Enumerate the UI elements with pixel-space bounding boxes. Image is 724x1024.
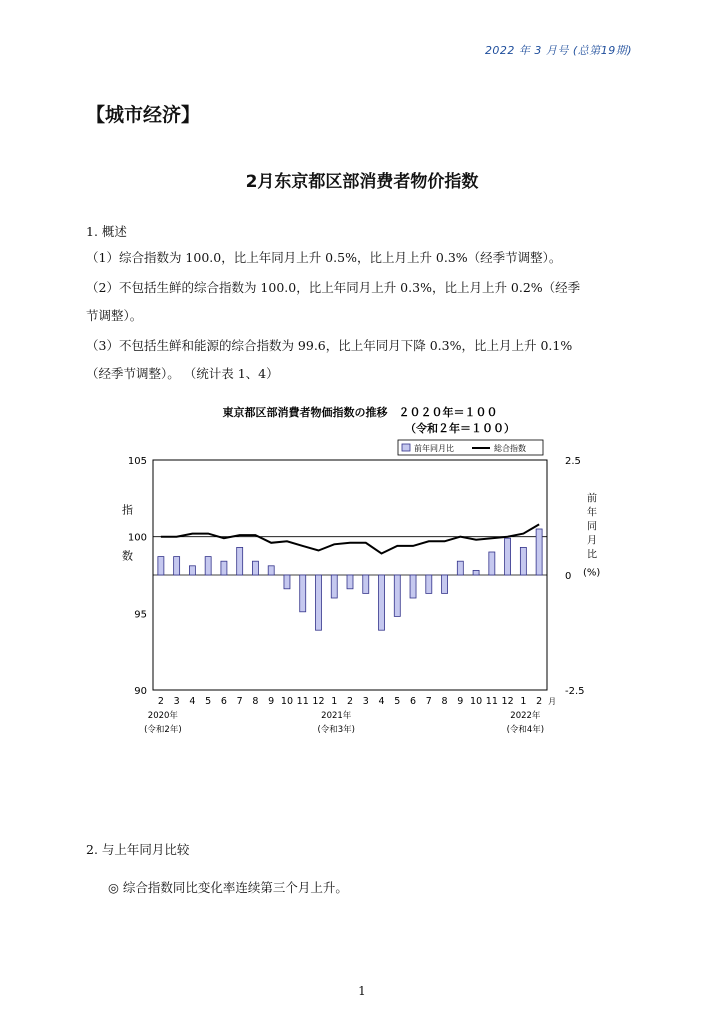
overview-line-4: （3）不包括生鲜和能源的综合指数为 99.6，比上年同月下降 0.3%，比上月上升 0.1%: [86, 338, 573, 353]
right-axis-label-char: 前: [587, 493, 597, 505]
comparison-line: [108, 878, 348, 896]
bar-yoy: [426, 575, 432, 593]
bar-yoy: [520, 547, 526, 575]
left-axis-label-char: 数: [122, 549, 133, 563]
bar-yoy: [158, 557, 164, 575]
cpi-chart: [120, 400, 600, 750]
bar-yoy: [237, 547, 243, 575]
page-title: 2月东京都区部消费者物价指数: [245, 172, 479, 192]
bar-yoy: [189, 566, 195, 575]
x-tick-label: 3: [173, 696, 180, 707]
x-tick-label: 2: [157, 696, 164, 707]
bar-yoy: [410, 575, 416, 598]
bar-yoy: [442, 575, 448, 593]
overview-heading: 1. 概述: [86, 224, 127, 239]
bullet-icon: ◎: [108, 880, 119, 895]
x-tick-label: 1: [520, 696, 527, 707]
x-tick-label: 4: [189, 696, 196, 707]
bar-yoy: [473, 570, 479, 575]
x-tick-label: 7: [236, 696, 243, 707]
bar-yoy: [457, 561, 463, 575]
x-tick-label: 8: [252, 696, 259, 707]
x-tick-label: 7: [425, 696, 432, 707]
bar-yoy: [268, 566, 274, 575]
x-tick-label: 5: [394, 696, 401, 707]
right-axis-label-char: 年: [587, 507, 597, 519]
left-tick-label: 100: [127, 532, 147, 544]
x-tick-label: 6: [220, 696, 227, 707]
x-tick-label: 9: [457, 696, 464, 707]
x-tick-label: 3: [362, 696, 369, 707]
x-tick-label: 12: [312, 696, 325, 707]
x-tick-label: 1: [331, 696, 338, 707]
year-label: 2022年: [510, 711, 541, 721]
x-tick-label: 12: [501, 696, 514, 707]
x-tick-label: 11: [485, 696, 498, 707]
bar-yoy: [536, 529, 542, 575]
overview-line-5: （经季节调整）。 （统计表 1、4）: [86, 366, 279, 381]
bar-yoy: [315, 575, 321, 630]
section-title: 【城市经济】: [86, 104, 201, 126]
bar-yoy: [505, 538, 511, 575]
bar-yoy: [252, 561, 258, 575]
bar-yoy: [221, 561, 227, 575]
x-tick-label: 9: [268, 696, 275, 707]
era-label: (令和4年): [506, 725, 545, 735]
x-tick-label: 10: [280, 696, 294, 707]
x-tick-label: 2: [346, 696, 354, 707]
line-composite-index: [161, 524, 539, 553]
x-tick-label: 11: [296, 696, 309, 707]
legend-line-label: 総合指数: [494, 444, 526, 453]
right-axis-label-unit: (%): [583, 567, 600, 579]
x-tick-label: 10: [470, 696, 483, 707]
bar-yoy: [174, 557, 180, 575]
legend-bar-label: 前年同月比: [414, 444, 454, 453]
chart-subtitle: （令和２年＝１００）: [405, 422, 515, 435]
bar-yoy: [300, 575, 306, 612]
bar-yoy: [363, 575, 369, 593]
bar-yoy: [205, 557, 211, 575]
overview-line-3: 节调整）。: [86, 308, 143, 323]
era-label: (令和3年): [317, 725, 356, 735]
left-tick-label: 95: [134, 609, 147, 621]
year-label: 2021年: [321, 711, 352, 721]
right-axis-label-char: 月: [587, 535, 597, 547]
bar-yoy: [284, 575, 290, 589]
overview-line-2: （2）不包括生鲜的综合指数为 100.0，比上年同月上升 0.3%，比上月上升 0.2%（经季: [86, 280, 581, 295]
x-tick-label: 4: [378, 696, 385, 707]
comparison-heading: 2. 与上年同月比较: [86, 842, 190, 857]
comparison-text: 综合指数同比变化率连续第三个月上升。: [122, 880, 348, 895]
x-unit-label: 月: [548, 697, 557, 706]
left-tick-label: 90: [134, 686, 147, 697]
x-tick-label: 2: [536, 696, 543, 707]
bar-yoy: [394, 575, 400, 616]
x-tick-label: 8: [441, 696, 448, 707]
x-tick-label: 5: [205, 696, 212, 707]
bar-yoy: [331, 575, 337, 598]
bar-yoy: [489, 552, 495, 575]
legend-bar-swatch: [402, 444, 410, 451]
issue-label: 2022 年 3 月号 (总第19期): [484, 44, 632, 57]
left-tick-label: 105: [127, 456, 147, 467]
year-label: 2020年: [147, 711, 178, 721]
left-axis-label-char: 指: [122, 503, 133, 517]
bar-yoy: [347, 575, 353, 589]
right-axis-label-char: 同: [587, 521, 597, 533]
right-tick-label: 2.5: [565, 456, 581, 467]
right-tick-label: 0: [565, 571, 572, 582]
overview-line-1: （1）综合指数为 100.0，比上年同月上升 0.5%，比上月上升 0.3%（经季节调整）。: [86, 250, 562, 265]
chart-title: 東京都区部消費者物価指数の推移 ２０２０年＝１００: [222, 406, 498, 419]
era-label: (令和2年): [144, 725, 182, 735]
right-axis-label-char: 比: [587, 549, 597, 561]
x-tick-label: 6: [410, 696, 417, 707]
page-number: 1: [358, 984, 366, 998]
right-tick-label: -2.5: [565, 686, 585, 697]
bar-yoy: [379, 575, 385, 630]
